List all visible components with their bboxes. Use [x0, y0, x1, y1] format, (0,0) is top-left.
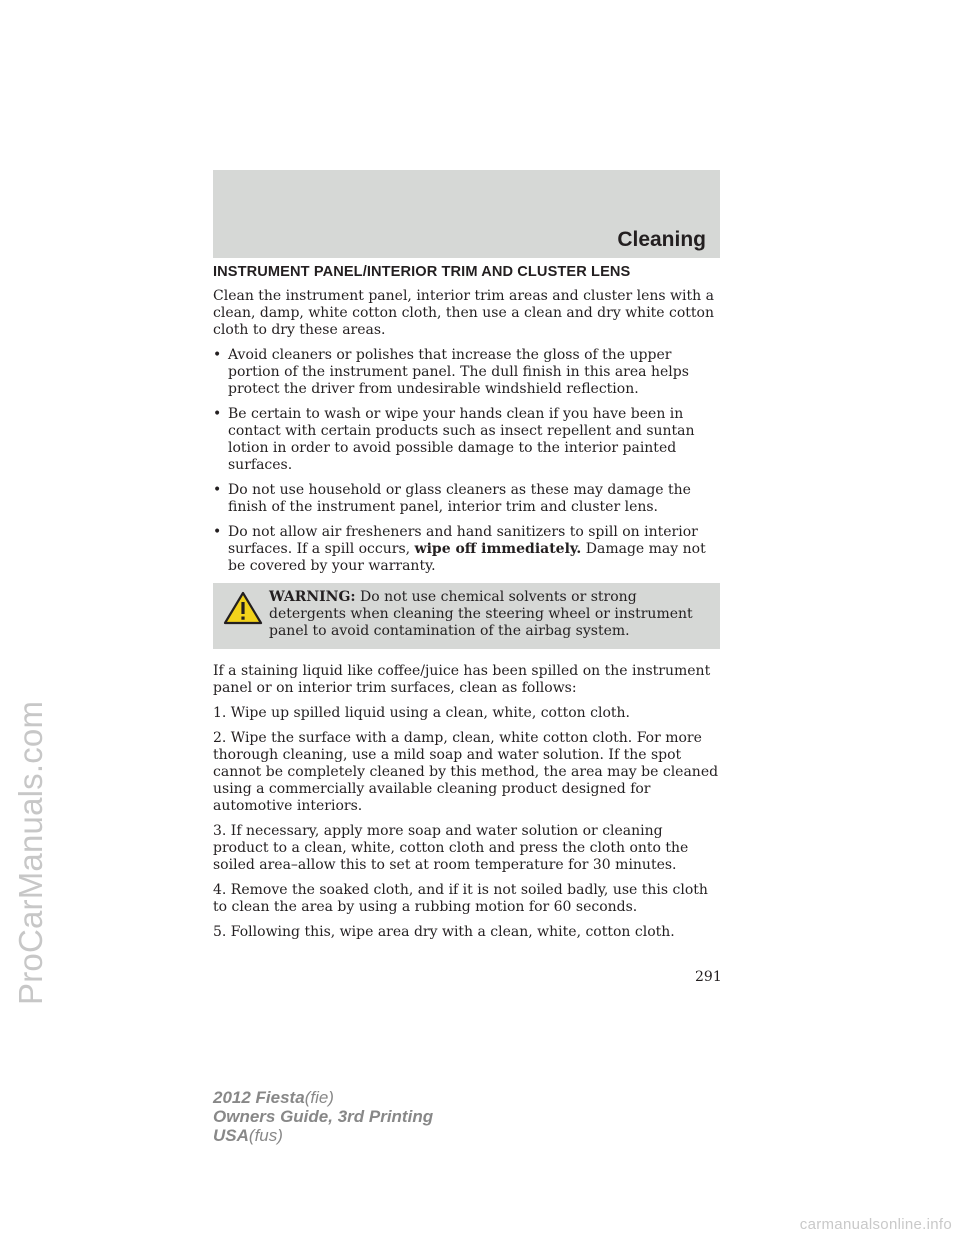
footer-model: 2012 Fiesta [213, 1088, 305, 1107]
page-number: 291 [695, 969, 722, 985]
list-item [213, 482, 720, 516]
bullet-text: Avoid cleaners or polishes that increase the gloss of the upper portion of the instrument panel. The dull finish in this area helps protect the driver from undesirable windshield reflection. [228, 347, 689, 397]
step-5: 5. Following this, wipe area dry with a clean, white, cotton cloth. [213, 924, 675, 940]
bullet-text: Do not use household or glass cleaners as these may damage the finish of the instrument panel, interior trim and cluster lens. [228, 482, 691, 515]
footer-market: USA [213, 1126, 249, 1145]
section-heading: INSTRUMENT PANEL/INTERIOR TRIM AND CLUSTER LENS [213, 264, 631, 280]
bullet-icon: • [213, 524, 222, 540]
footer-market-code: (fus) [248, 1126, 283, 1145]
bullet-icon: • [213, 347, 222, 363]
chapter-header [213, 170, 720, 258]
warning-label: WARNING: [269, 589, 356, 605]
staining-intro: If a staining liquid like coffee/juice has been spilled on the instrument panel or on interior trim surfaces, clean as follows: [213, 663, 711, 696]
bullet-text-part: Do not allow air fresheners and hand sanitizers to spill on interior surfaces. If a spill occurs, [228, 524, 698, 557]
side-watermark: ProCarManuals.com [12, 700, 49, 1005]
list-item [213, 524, 720, 575]
list-item [213, 347, 720, 398]
footer-line [213, 1088, 433, 1107]
chapter-title: Cleaning [617, 228, 706, 251]
step-2: 2. Wipe the surface with a damp, clean, white cotton cloth. For more thorough cleaning, use a mild soap and water solution. If the spot cannot be completely cleaned by this method, the area may be cleaned using a commercially available cleaning product designed for automotive interiors. [213, 730, 719, 814]
bullet-emphasis: wipe off immediately. [414, 541, 582, 557]
bullet-text: Be certain to wash or wipe your hands clean if you have been in contact with certain products such as insect repellent and suntan lotion in order to avoid possible damage to the interior painted surfaces. [228, 406, 695, 473]
intro-paragraph: Clean the instrument panel, interior trim areas and cluster lens with a clean, damp, white cotton cloth, then use a clean and dry white cotton cloth to dry these areas. [213, 288, 714, 338]
warning-box [213, 583, 720, 649]
bullet-text-part: Damage may not be covered by your warranty. [228, 541, 706, 574]
list-item [213, 406, 720, 474]
step-1: 1. Wipe up spilled liquid using a clean, white, cotton cloth. [213, 705, 630, 721]
footer-info [213, 1088, 433, 1145]
bullet-text [228, 524, 706, 574]
bullet-icon: • [213, 482, 222, 498]
footer-model-code: (fie) [304, 1088, 334, 1107]
bullet-icon: • [213, 406, 222, 422]
footer-guide: Owners Guide, 3rd Printing [213, 1107, 434, 1126]
bullet-list [213, 347, 720, 575]
footer-line [213, 1126, 433, 1145]
step-4: 4. Remove the soaked cloth, and if it is not soiled badly, use this cloth to clean the area by using a rubbing motion for 60 seconds. [213, 882, 708, 915]
page-content [213, 264, 720, 949]
warning-triangle-icon [223, 591, 263, 625]
bottom-watermark: carmanualsonline.info [799, 1216, 952, 1233]
step-3: 3. If necessary, apply more soap and water solution or cleaning product to a clean, white, cotton cloth and press the cloth onto the soiled area–allow this to set at room temperature for 30 minutes. [213, 823, 689, 873]
warning-text: Do not use chemical solvents or strong detergents when cleaning the steering wheel or instrument panel to avoid contamination of the airbag system. [269, 589, 693, 639]
